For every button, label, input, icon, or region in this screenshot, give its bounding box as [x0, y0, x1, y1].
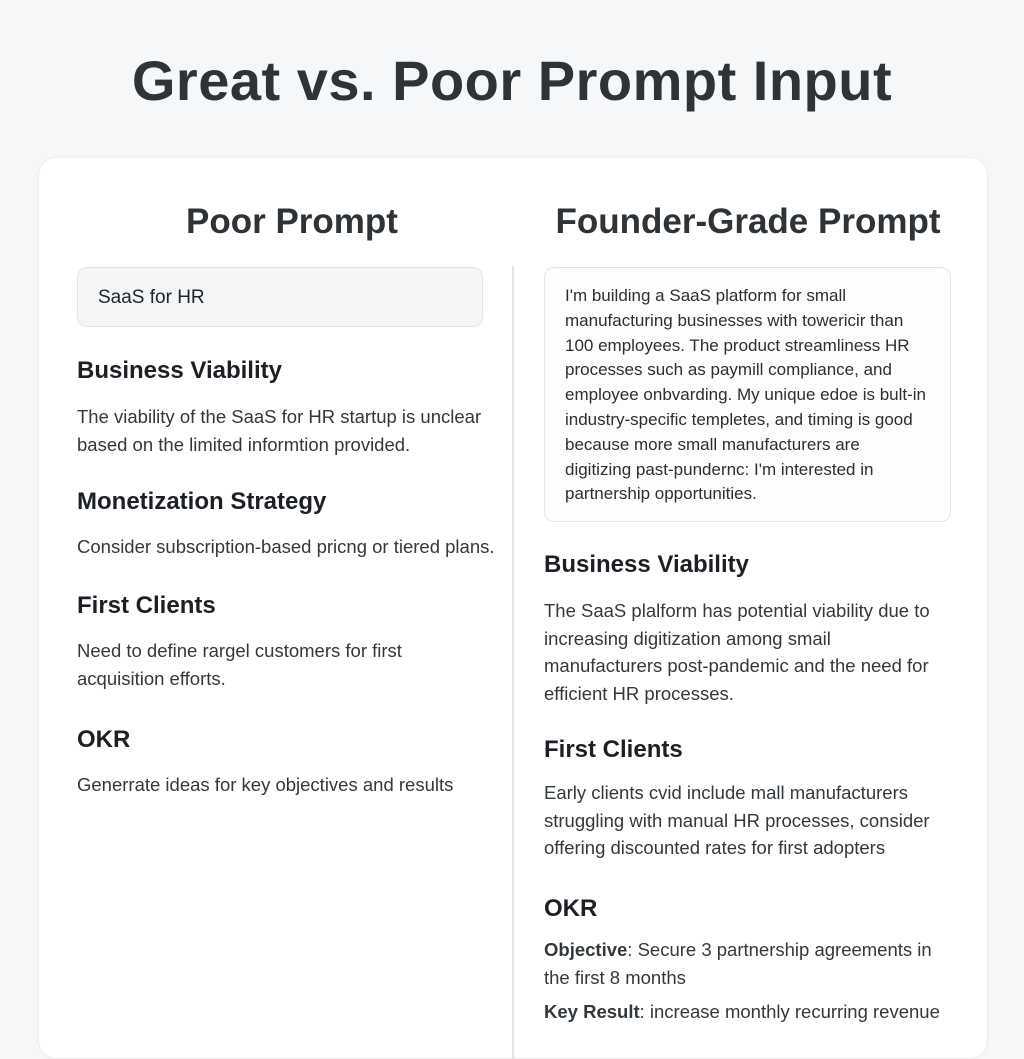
poor-monetization-body: Consider subscription-based pricng or tiered plans. — [77, 536, 495, 557]
okr-key-result-text: : increase monthly recurring revenue — [639, 1001, 940, 1022]
poor-prompt-input: SaaS for HR — [77, 267, 483, 327]
okr-objective-label: Objective — [544, 939, 628, 960]
okr-key-result-label: Key Result — [544, 1001, 640, 1022]
poor-first-clients-body: Need to define rargel customers for first acquisition efforts. — [77, 640, 402, 689]
poor-viability-title: Business Viability — [77, 357, 282, 384]
poor-prompt-heading: Poor Prompt — [186, 202, 398, 241]
good-first-clients-body: Early clients cvid include mall manufacturers struggling with manual HR processes, consider offering discounted rates for first adopters — [544, 782, 930, 858]
column-divider — [512, 266, 514, 1059]
poor-okr-title: OKR — [77, 726, 131, 753]
good-prompt-heading: Founder-Grade Prompt — [555, 202, 941, 241]
page-title: Great vs. Poor Prompt Input — [131, 49, 893, 112]
okr-objective-text: : Secure 3 partnership agreements in the first 8 months — [544, 939, 932, 988]
good-first-clients-title: First Clients — [544, 736, 683, 763]
good-viability-body: The SaaS plalform has potential viability due to increasing digitization among smail manufacturers post-pandemic and the need for efficient HR processes. — [544, 600, 930, 704]
comparison-card — [38, 157, 988, 1059]
poor-first-clients-title: First Clients — [77, 592, 216, 619]
poor-okr-body: Generrate ideas for key objectives and results — [77, 774, 454, 795]
good-prompt-input: I'm building a SaaS platform for small manufacturing businesses with towericir than 100 employees. The product streamliness HR processes such as paymill compliance, and employee onbvarding. My unique edoe is bult-in industry-specific templetes, and timing is good because more small manufacturers are digitizing past-pundernc: I'm interested in partnership opportunities. — [544, 267, 951, 522]
good-okr-objective — [544, 936, 944, 991]
poor-monetization-title: Monetization Strategy — [77, 488, 327, 515]
poor-viability-body: The viability of the SaaS for HR startup is unclear based on the limited informtion provided. — [77, 406, 482, 455]
good-okr-title: OKR — [544, 895, 598, 922]
good-viability-title: Business Viability — [544, 551, 749, 578]
good-okr-key-result — [544, 998, 954, 1026]
